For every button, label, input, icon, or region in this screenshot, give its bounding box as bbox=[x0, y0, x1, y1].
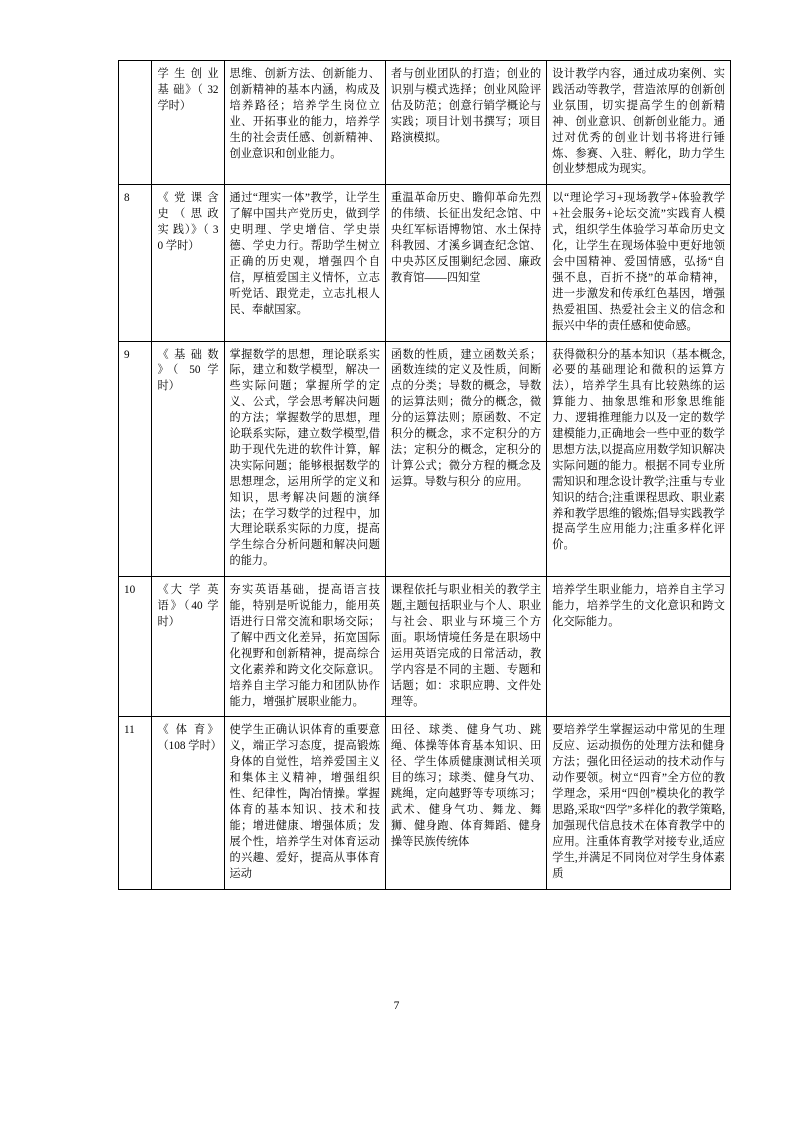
row-number: 11 bbox=[119, 717, 152, 889]
course-objectives: 夯实英语基础，提高语言技能，特别是听说能力，能用英语进行日常交流和职场交际；了解中西文化差异，拓宽国际化视野和创新精神，提高综合文化素养和跨文化交际意识。培养自主学习能力和团队协作能力，增强扩展职业能力。 bbox=[224, 577, 385, 717]
course-content: 课程依托与职业相关的教学主题,主题包括职业与个人、职业与社会、职业与环境三个方面。职场情境任务是在职场中运用英语完成的日常活动，教学内容是不同的主题、专题和话题；如：求职应聘、文件处理等。 bbox=[385, 577, 546, 717]
table-body bbox=[119, 61, 731, 890]
course-name: 《 党 课 含 史 （ 思 政 实 践）》（ 30 学时） bbox=[152, 185, 224, 341]
row-number: 10 bbox=[119, 577, 152, 717]
course-objectives: 掌握数学的思想，理论联系实际，建立和数学模型，解决一些实际问题；掌握所学的定义、公式，学会思考解决问题的方法；掌握数学的思想，理论联系实际，建立数学模型,借助于现代先进的软件计算，解决实际问题；能够根据数学的思想理念，运用所学的定义和知识，思考解决问题的演绎法；在学习数学的过程中，加大理论联系实际的力度，提高学生综合分析问题和解决问题的能力。 bbox=[224, 341, 385, 577]
course-name: 学 生 创 业 基 础》（ 32 学时） bbox=[152, 61, 224, 185]
table-row bbox=[119, 61, 731, 185]
course-content: 田径、球类、健身气功、跳绳、体操等体育基本知识、田径、学生体质健康测试相关项目的练习；球类、健身气功、跳绳，定向越野等专项练习；武术、健身气功、舞龙、舞狮、健身跑、体育舞蹈、健身操等民族传统体 bbox=[385, 717, 546, 889]
row-number: 8 bbox=[119, 185, 152, 341]
row-number: 9 bbox=[119, 341, 152, 577]
table-row bbox=[119, 577, 731, 717]
row-number bbox=[119, 61, 152, 185]
table-row bbox=[119, 185, 731, 341]
course-outline-table bbox=[118, 60, 731, 890]
table-row bbox=[119, 717, 731, 889]
course-objectives: 使学生正确认识体育的重要意义，端正学习态度，提高锻炼身体的自觉性，培养爱国主义和集体主义精神，增强组织性、纪律性，陶冶情操。掌握体育的基本知识、技术和技能；增进健康、增强体质；发展个性，培养学生对体育运动的兴趣、爱好，提高从事体育运动 bbox=[224, 717, 385, 889]
course-objectives: 通过“理实一体”教学，让学生了解中国共产党历史，做到学史明理、学史增信、学史崇德、学史力行。帮助学生树立正确的历史观，增强四个自信，厚植爱国主义情怀，立志听党话、跟党走，立志扎根人民、奉献国家。 bbox=[224, 185, 385, 341]
course-content: 重温革命历史、瞻仰革命先烈的伟绩、长征出发纪念馆、中央红军标语博物馆、水土保持科教园、才溪乡调查纪念馆、中央苏区反围剿纪念园、廉政教育馆——四知堂 bbox=[385, 185, 546, 341]
teaching-requirements: 获得微积分的基本知识（基本概念,必要的基础理论和微积的运算方法），培养学生具有比较熟练的运算能力、抽象思维和形象思维能力、逻辑推理能力以及一定的数学建模能力,正确地会一些中亚的数学思想方法,以提高应用数学知识解决实际问题的能力。根据不同专业所需知识和理念设计教学;注重与专业知识的结合;注重课程思政、职业素养和教学思维的锻炼;倡导实践教学提高学生应用能力;注重多样化评价。 bbox=[547, 341, 731, 577]
course-name: 《 基 础 数 》（ 50 学时） bbox=[152, 341, 224, 577]
course-content: 函数的性质，建立函数关系；函数连续的定义及性质，间断点的分类；导数的概念，导数的运算法则；微分的概念，微分的运算法则；原函数、不定积分的概念，求不定积分的方法；定积分的概念，定积分的计算公式；微分方程的概念及运算。导数与积分 的应用。 bbox=[385, 341, 546, 577]
table-row bbox=[119, 341, 731, 577]
course-name: 《大 学 英 语》（40 学时） bbox=[152, 577, 224, 717]
course-objectives: 思维、创新方法、创新能力、创新精神的基本内涵，构成及培养路径；培养学生岗位立业、开拓事业的能力，培养学生的社会责任感、创新精神、创业意识和创业能力。 bbox=[224, 61, 385, 185]
teaching-requirements: 设计教学内容，通过成功案例、实践活动等教学，营造浓厚的创新创业氛围，切实提高学生的创新精神、创业意识、创新创业能力。通过对优秀的创业计划书将进行锤炼、参赛、入驻、孵化，助力学生创业梦想成为现实。 bbox=[547, 61, 731, 185]
teaching-requirements: 以“理论学习+现场教学+体验教学+社会服务+论坛交流”实践育人模式，组织学生体验学习革命历史文化，让学生在现场体验中更好地领会中国精神、爱国情感，弘扬“自强不息，百折不挠”的革命精神，进一步激发和传承红色基因，增强热爱祖国、热爱社会主义的信念和振兴中华的责任感和使命感。 bbox=[547, 185, 731, 341]
teaching-requirements: 培养学生职业能力，培养自主学习能力，培养学生的文化意识和跨文化交际能力。 bbox=[547, 577, 731, 717]
course-name: 《 体 育》（108 学时） bbox=[152, 717, 224, 889]
teaching-requirements: 要培养学生掌握运动中常见的生理反应、运动损伤的处理方法和健身方法；强化田径运动的技术动作与动作要领。树立“四育”全方位的教学理念，采用“四创”模块化的教学思路,采取“四学”多样化的教学策略,加强现代信息技术在体育教学中的应用。注重体育教学对接专业,适应学生,并满足不同岗位对学生身体素质 bbox=[547, 717, 731, 889]
course-content: 者与创业团队的打造；创业的识别与模式选择；创业风险评估及防范；创意行销学概论与实践；项目计划书撰写；项目路演模拟。 bbox=[385, 61, 546, 185]
page-number: 7 bbox=[393, 1000, 400, 1012]
